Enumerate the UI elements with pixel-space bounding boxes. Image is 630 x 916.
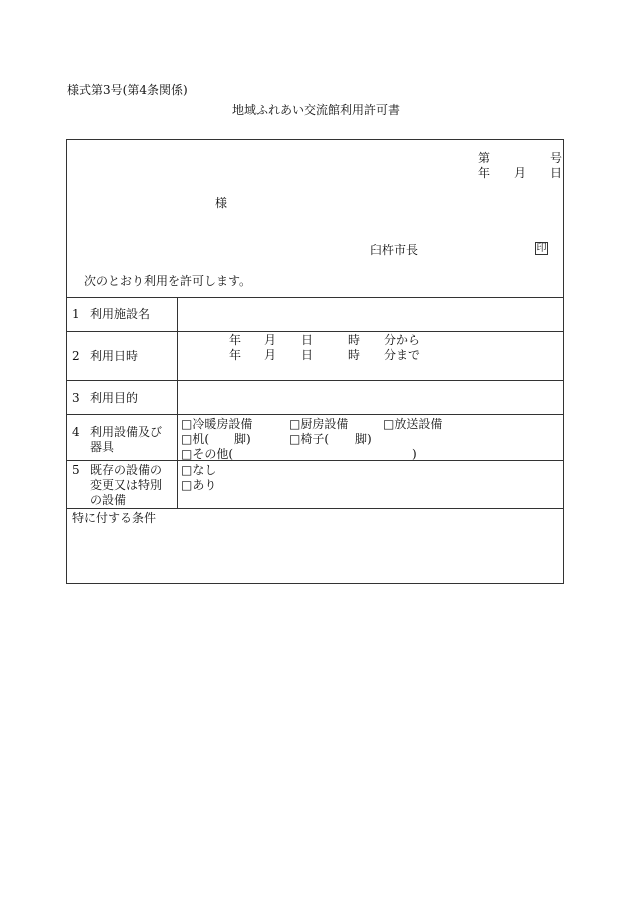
document-title: 地域ふれあい交流館利用許可書 — [232, 103, 401, 117]
row-number-datetime: 2 — [72, 349, 80, 363]
end-minute-suffix: 分まで — [384, 348, 421, 362]
row-divider — [67, 380, 563, 381]
end-year-unit: 年 — [229, 348, 242, 362]
issue-date-month: 月 — [514, 166, 527, 180]
number-prefix: 第 — [478, 151, 491, 165]
end-month-unit: 月 — [264, 348, 277, 362]
row-divider — [67, 297, 563, 298]
existing-yes-checkbox[interactable]: □あり — [181, 478, 217, 492]
start-year-unit: 年 — [229, 333, 242, 347]
number-suffix: 号 — [550, 151, 563, 165]
start-hour-unit: 時 — [348, 333, 361, 347]
start-month-unit: 月 — [264, 333, 277, 347]
chair-checkbox[interactable]: □椅子( — [289, 432, 330, 446]
start-minute-suffix: 分から — [384, 333, 421, 347]
desk-count-suffix: 脚) — [234, 432, 251, 446]
issue-date-day: 日 — [550, 166, 563, 180]
end-hour-unit: 時 — [348, 348, 361, 362]
row-divider — [67, 460, 563, 461]
seal-stamp-mark: 印 — [536, 243, 547, 254]
existing-label-line3: の設備 — [90, 493, 127, 507]
row-number-existing: 5 — [72, 463, 80, 477]
chair-count-suffix: 脚) — [355, 432, 372, 446]
existing-none-checkbox[interactable]: □なし — [181, 463, 217, 477]
equipment-label-line1: 利用設備及び — [90, 425, 163, 439]
issuer-name: 臼杵市長 — [370, 243, 419, 257]
special-conditions-label: 特に付する条件 — [72, 511, 157, 525]
row-number-purpose: 3 — [72, 391, 80, 405]
row-divider — [67, 508, 563, 509]
row-number-facility: 1 — [72, 307, 80, 321]
kitchen-checkbox[interactable]: □厨房設備 — [289, 417, 349, 431]
issue-date-year: 年 — [478, 166, 491, 180]
end-day-unit: 日 — [301, 348, 314, 362]
datetime-label: 利用日時 — [90, 349, 139, 363]
equipment-label-line2: 器具 — [90, 440, 115, 454]
other-equipment-close: ) — [412, 447, 417, 461]
other-equipment-checkbox[interactable]: □その他( — [181, 447, 234, 461]
broadcast-checkbox[interactable]: □放送設備 — [383, 417, 443, 431]
permission-statement: 次のとおり利用を許可します。 — [84, 274, 252, 288]
form-number-label: 様式第3号(第4条関係) — [67, 83, 188, 97]
purpose-label: 利用目的 — [90, 391, 139, 405]
column-divider — [177, 297, 178, 508]
row-number-equipment: 4 — [72, 425, 80, 439]
row-divider — [67, 331, 563, 332]
heating-checkbox[interactable]: □冷暖房設備 — [181, 417, 253, 431]
desk-checkbox[interactable]: □机( — [181, 432, 210, 446]
row-divider — [67, 414, 563, 415]
existing-label-line1: 既存の設備の — [90, 463, 163, 477]
existing-label-line2: 変更又は特別 — [90, 478, 163, 492]
addressee-honorific: 様 — [215, 196, 228, 210]
permit-form-table — [66, 139, 564, 584]
facility-name-label: 利用施設名 — [90, 307, 151, 321]
start-day-unit: 日 — [301, 333, 314, 347]
